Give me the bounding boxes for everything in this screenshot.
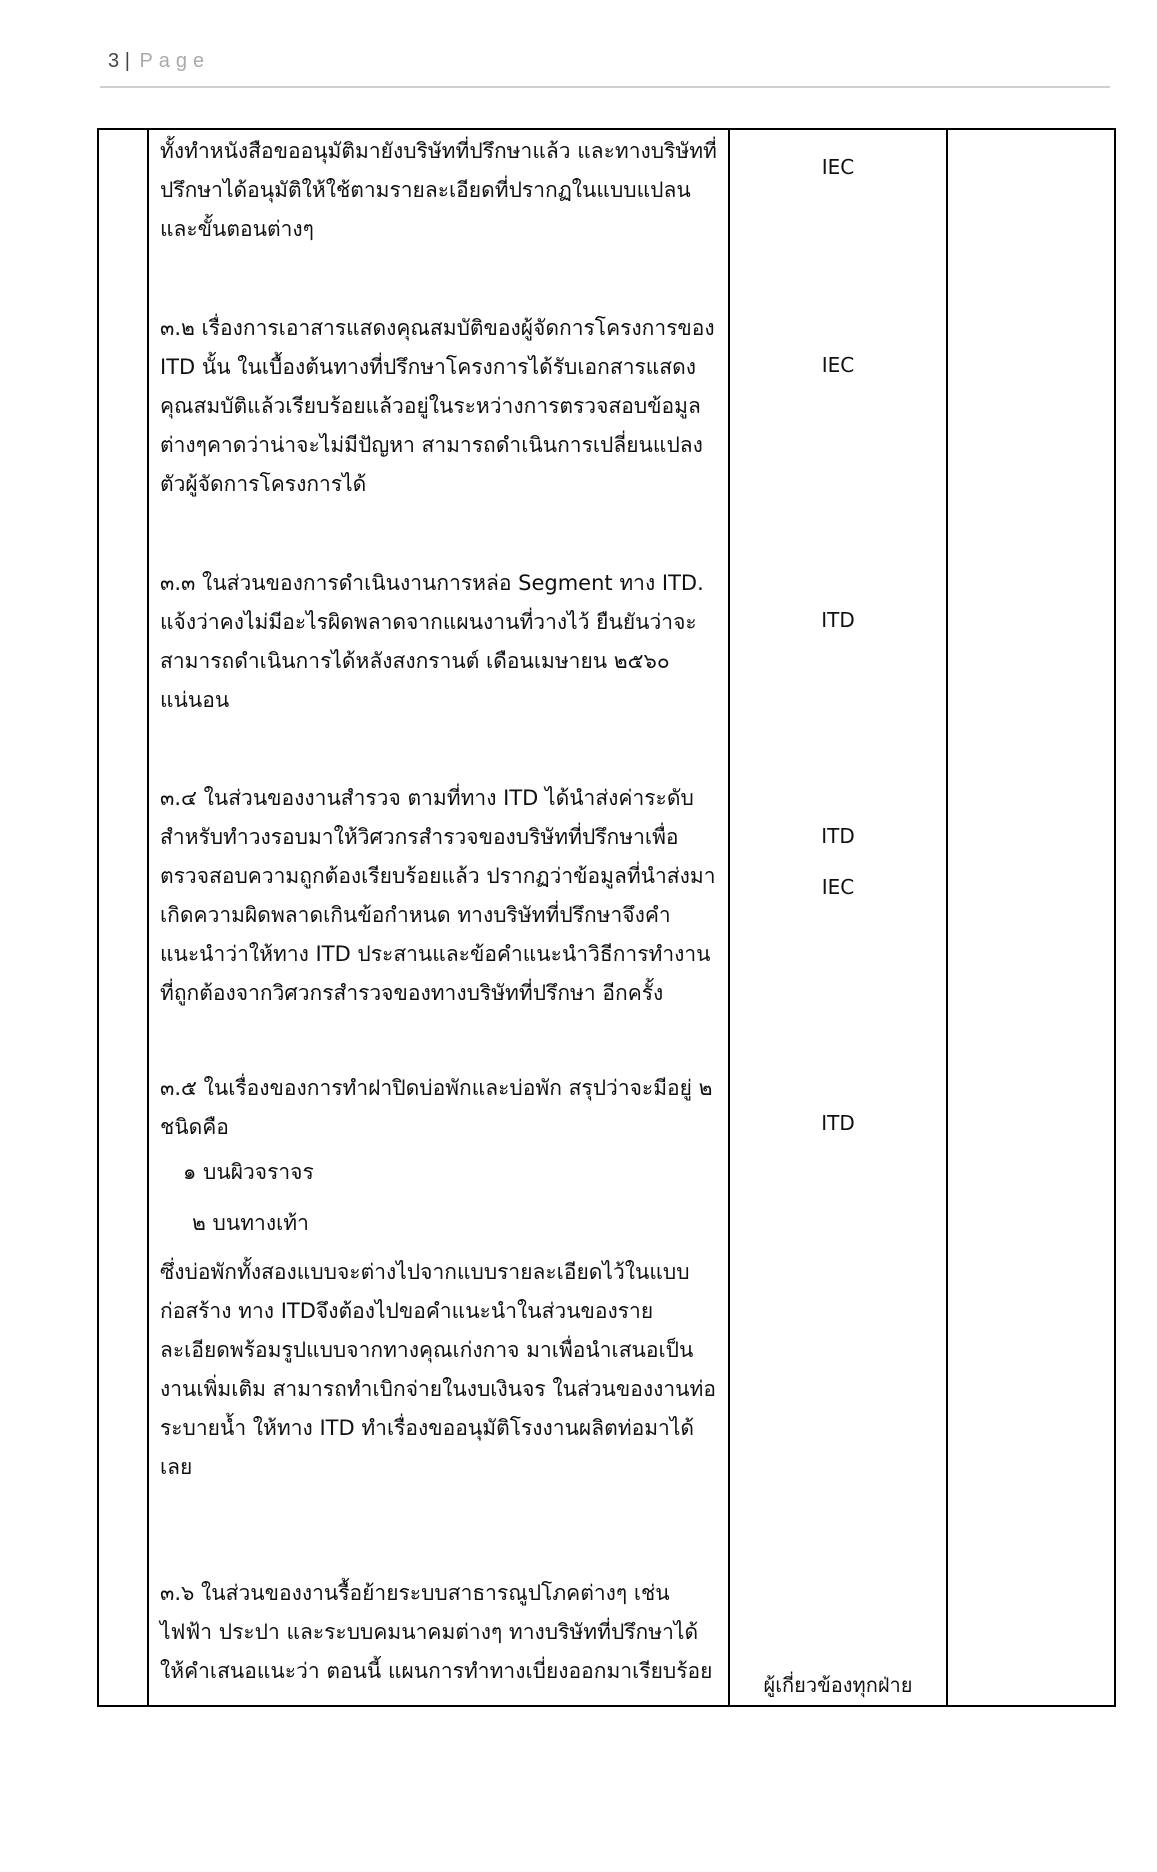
detail-cell [148,1069,729,1574]
responsible-cell [729,779,947,1069]
responsible-text: ITD [821,1111,855,1135]
remark-cell [947,309,1115,564]
remark-cell [947,779,1115,1069]
detail-text: ทั้งทำหนังสือขออนุมัติมายังบริษัทที่ปรึกษาแล้ว และทางบริษัทที่ปรึกษาได้อนุมัติให้ใช้ตามรายละเอียดที่ปรากฏในแบบแปลนและขั้นตอนต่างๆ [160,139,717,241]
responsible-cell [729,309,947,564]
responsible-text: IEC [821,155,855,179]
detail-intro: ๓.๕ ในเรื่องของการทำฝาปิดบ่อพักและบ่อพัก สรุปว่าจะมีอยู่ ๒ ชนิดคือ [160,1076,713,1139]
responsible-text: IEC [821,353,855,377]
detail-text: ๓.๖ ในส่วนของงานรื้อย้ายระบบสาธารณูปโภคต่างๆ เช่น ไฟฟ้า ประปา และระบบคมนาคมต่างๆ ทางบริษัทที่ปรึกษาได้ให้คำเสนอแนะว่า ตอนนี้ แผนการทำทางเบี่ยงออกมาเรียบร้อย [160,1581,713,1683]
detail-text: ๓.๔ ในส่วนของงานสำรวจ ตามที่ทาง ITD ได้นำส่งค่าระดับสำหรับทำวงรอบมาให้วิศวกรสำรวจของบริษัทที่ปรึกษาเพื่อตรวจสอบความถูกต้องเรียบร้อยแล้ว ปรากฏว่าข้อมูลที่นำส่งมาเกิดความผิดพลาดเกินข้อกำหนด ทางบริษัทที่ปรึกษาจึงคำแนะนำว่าให้ทาง ITD ประสานและข้อคำแนะนำวิธีการทำงานที่ถูกต้องจากวิศวกรสำรวจของทางบริษัทที่ปรึกษา อีกครั้ง [160,786,716,1005]
detail-cell [148,309,729,564]
table-row [98,1574,1115,1706]
number-cell [98,564,148,779]
remark-cell [947,1574,1115,1706]
detail-cell [148,1574,729,1706]
table-row [98,309,1115,564]
number-cell [98,1574,148,1706]
detail-text: ๓.๒ เรื่องการเอาสารแสดงคุณสมบัติของผู้จัดการโครงการของ ITD นั้น ในเบื้องต้นทางที่ปรึกษาโครงการได้รับเอกสารแสดงคุณสมบัติแล้วเรียบร้อยแล้วอยู่ในระหว่างการตรวจสอบข้อมูลต่างๆคาดว่าน่าจะไม่มีปัญหา สามารถดำเนินการเปลี่ยนแปลงตัวผู้จัดการโครงการได้ [160,316,715,496]
number-cell [98,129,148,309]
number-cell [98,309,148,564]
responsible-text: ITD [821,824,855,848]
remark-cell [947,564,1115,779]
responsible-cell [729,1574,947,1706]
page-separator: | [124,50,130,72]
responsible-cell [729,1069,947,1574]
page-number: 3 [108,50,120,72]
minutes-table [97,128,1116,1707]
responsible-text: ผู้เกี่ยวข้องทุกฝ่าย [763,1673,913,1697]
responsible-text: IEC [821,875,855,899]
number-cell [98,779,148,1069]
responsible-cell [729,564,947,779]
page-header [108,50,210,73]
remark-cell [947,129,1115,309]
list-item: ๒ บนทางเท้า [192,1211,309,1235]
detail-text: ซึ่งบ่อพักทั้งสองแบบจะต่างไปจากแบบรายละเอียดไว้ในแบบก่อสร้าง ทาง ITDจึงต้องไปขอคำแนะนำในส่วนของรายละเอียดพร้อมรูปแบบจากทางคุณเก่งกาจ มาเพื่อนำเสนอเป็นงานเพิ่มเติม สามารถทำเบิกจ่ายในงบเงินจร ในส่วนของงานท่อระบายน้ำ ให้ทาง ITD ทำเรื่องขออนุมัติโรงงานผลิตท่อมาได้เลย [160,1260,716,1479]
number-cell [98,1069,148,1574]
header-divider [100,86,1110,88]
responsible-cell [729,129,947,309]
detail-cell [148,129,729,309]
table-row [98,779,1115,1069]
table-row [98,1069,1115,1574]
detail-cell [148,779,729,1069]
responsible-text: ITD [821,608,855,632]
remark-cell [947,1069,1115,1574]
list-item: ๑ บนผิวจราจร [183,1160,314,1184]
table-row [98,129,1115,309]
detail-cell [148,564,729,779]
detail-text: ๓.๓ ในส่วนของการดำเนินงานการหล่อ Segment ทาง ITD. แจ้งว่าคงไม่มีอะไรผิดพลาดจากแผนงานที่วางไว้ ยืนยันว่าจะสามารถดำเนินการได้หลังสงกรานต์ เดือนเมษายน ๒๕๖๐ แน่นอน [160,571,704,712]
page-word: Page [139,50,211,72]
table-row [98,564,1115,779]
